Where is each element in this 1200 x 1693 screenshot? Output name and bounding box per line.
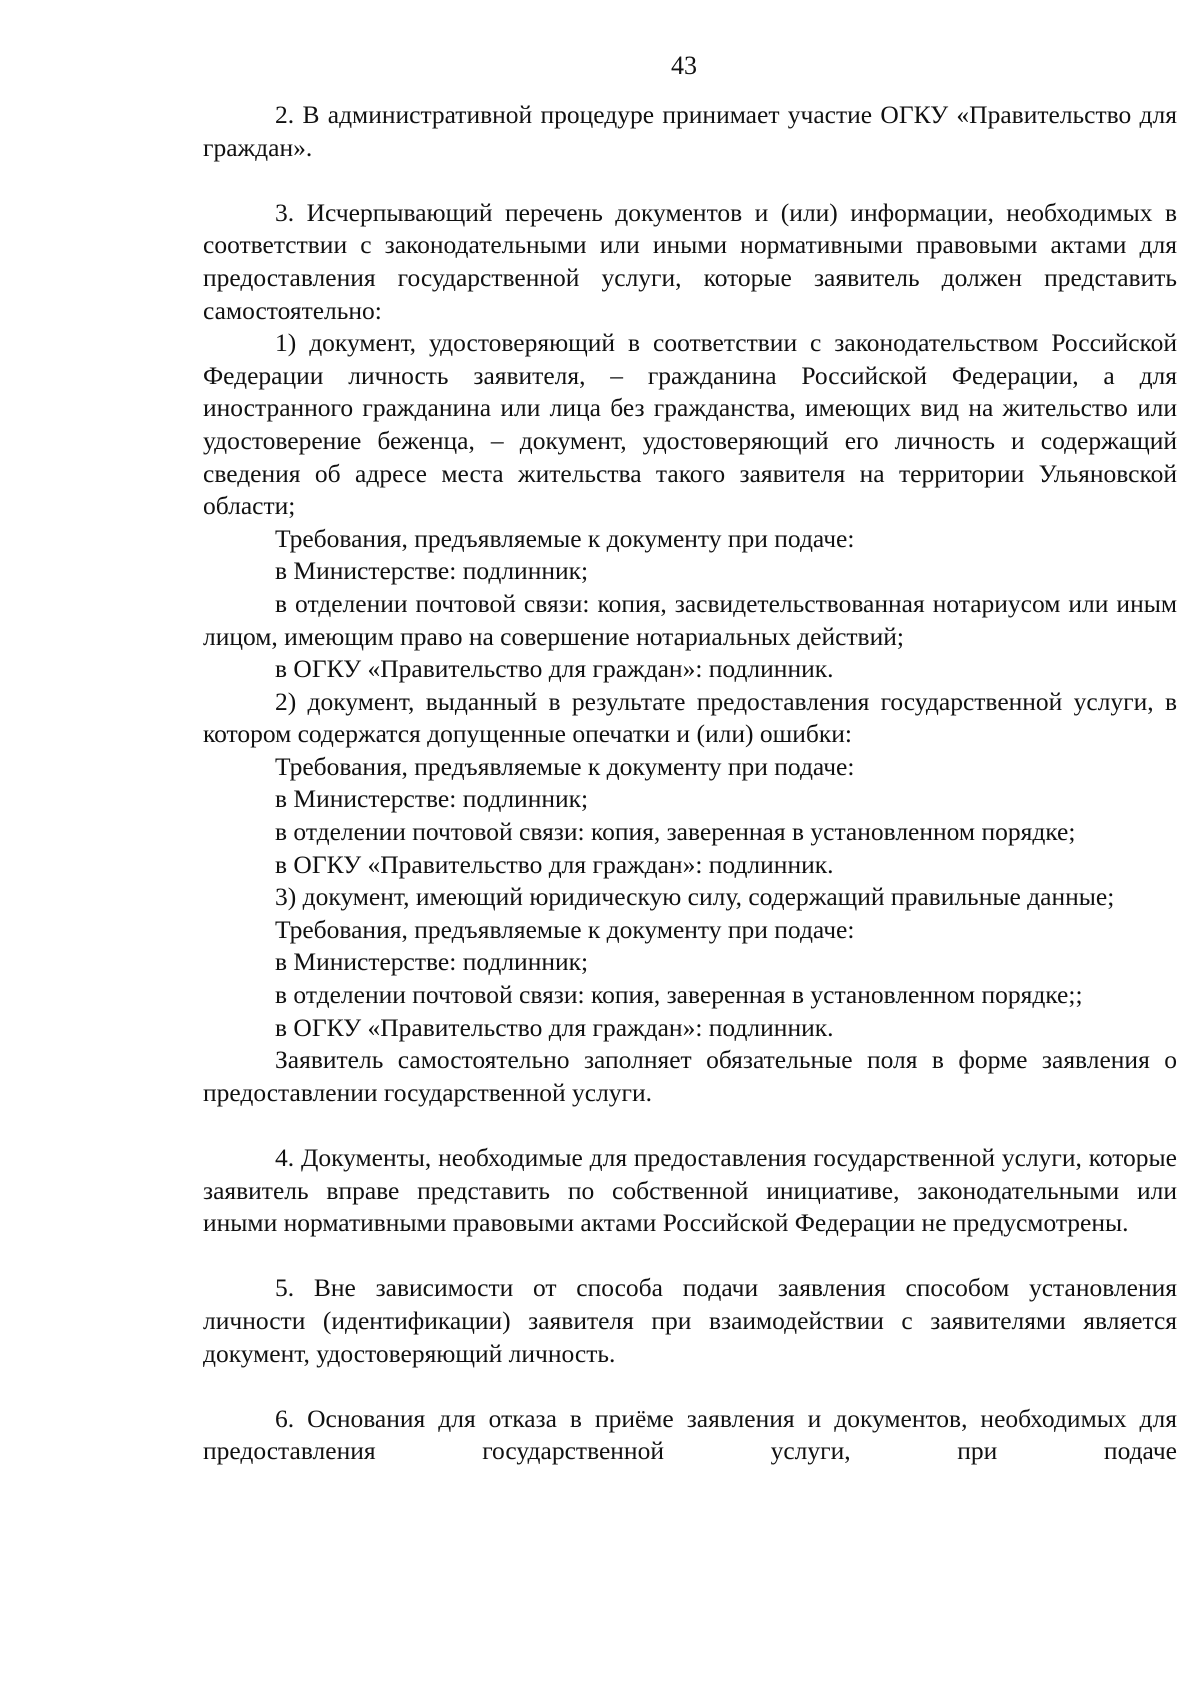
paragraph-item-4: 4. Документы, необходимые для предоставления государственной услуги, которые заявитель вправе представить по собственной инициативе, законодательными или иными нормативными правовыми актами Российской Федерации не предусмотрены.	[203, 1143, 1177, 1238]
paragraph-subitem-3: 3) документ, имеющий юридическую силу, содержащий правильные данные;	[275, 882, 1115, 912]
paragraph-requirements-heading: Требования, предъявляемые к документу при подаче:	[275, 751, 855, 781]
paragraph-ogku: в ОГКУ «Правительство для граждан»: подлинник.	[275, 654, 834, 684]
paragraph-post-office: в отделении почтовой связи: копия, заверенная в установленном порядке;	[275, 817, 1076, 847]
paragraph-ogku: в ОГКУ «Правительство для граждан»: подлинник.	[275, 849, 834, 879]
paragraph-applicant-fills-form: Заявитель самостоятельно заполняет обязательные поля в форме заявления о предоставлении государственной услуги.	[203, 1045, 1177, 1107]
paragraph-ministry: в Министерстве: подлинник;	[275, 784, 589, 814]
paragraph-post-office: в отделении почтовой связи: копия, засвидетельствованная нотариусом или иным лицом, имеющим право на совершение нотариальных действий;	[203, 588, 1177, 651]
paragraph-subitem-1: 1) документ, удостоверяющий в соответствии с законодательством Российской Федерации личность заявителя, – гражданина Российской Федерации, а для иностранного гражданина или лица без гражданства, имеющих вид на жительство или удостоверение беженца, – документ, удостоверяющий его личность и содержащий сведения об адресе места жительства такого заявителя на территории Ульяновской области;	[203, 328, 1177, 521]
page-number: 43	[671, 51, 697, 80]
paragraph-item-2: 2. В административной процедуре принимает участие ОГКУ «Правительство для граждан».	[203, 100, 1177, 162]
paragraph-subitem-2: 2) документ, выданный в результате предоставления государственной услуги, в котором содержатся допущенные опечатки и (или) ошибки:	[203, 686, 1177, 749]
paragraph-requirements-heading: Требования, предъявляемые к документу при подаче:	[275, 523, 855, 553]
document-body	[203, 99, 1177, 1468]
paragraph-post-office: в отделении почтовой связи: копия, заверенная в установленном порядке;;	[275, 980, 1083, 1010]
paragraph-ogku: в ОГКУ «Правительство для граждан»: подлинник.	[275, 1012, 834, 1042]
paragraph-ministry: в Министерстве: подлинник;	[275, 947, 589, 977]
paragraph-item-3: 3. Исчерпывающий перечень документов и (или) информации, необходимых в соответствии с законодательными или иными нормативными правовыми актами для предоставления государственной услуги, которые заявитель должен представить самостоятельно:	[203, 197, 1177, 325]
paragraph-item-6: 6. Основания для отказа в приёме заявления и документов, необходимых для предоставления государственной услуги, при подаче	[203, 1403, 1177, 1466]
paragraph-requirements-heading: Требования, предъявляемые к документу при подаче:	[275, 914, 855, 944]
paragraph-item-5: 5. Вне зависимости от способа подачи заявления способом установления личности (идентификации) заявителя при взаимодействии с заявителями является документ, удостоверяющий личность.	[203, 1273, 1177, 1368]
paragraph-ministry: в Министерстве: подлинник;	[275, 556, 589, 586]
